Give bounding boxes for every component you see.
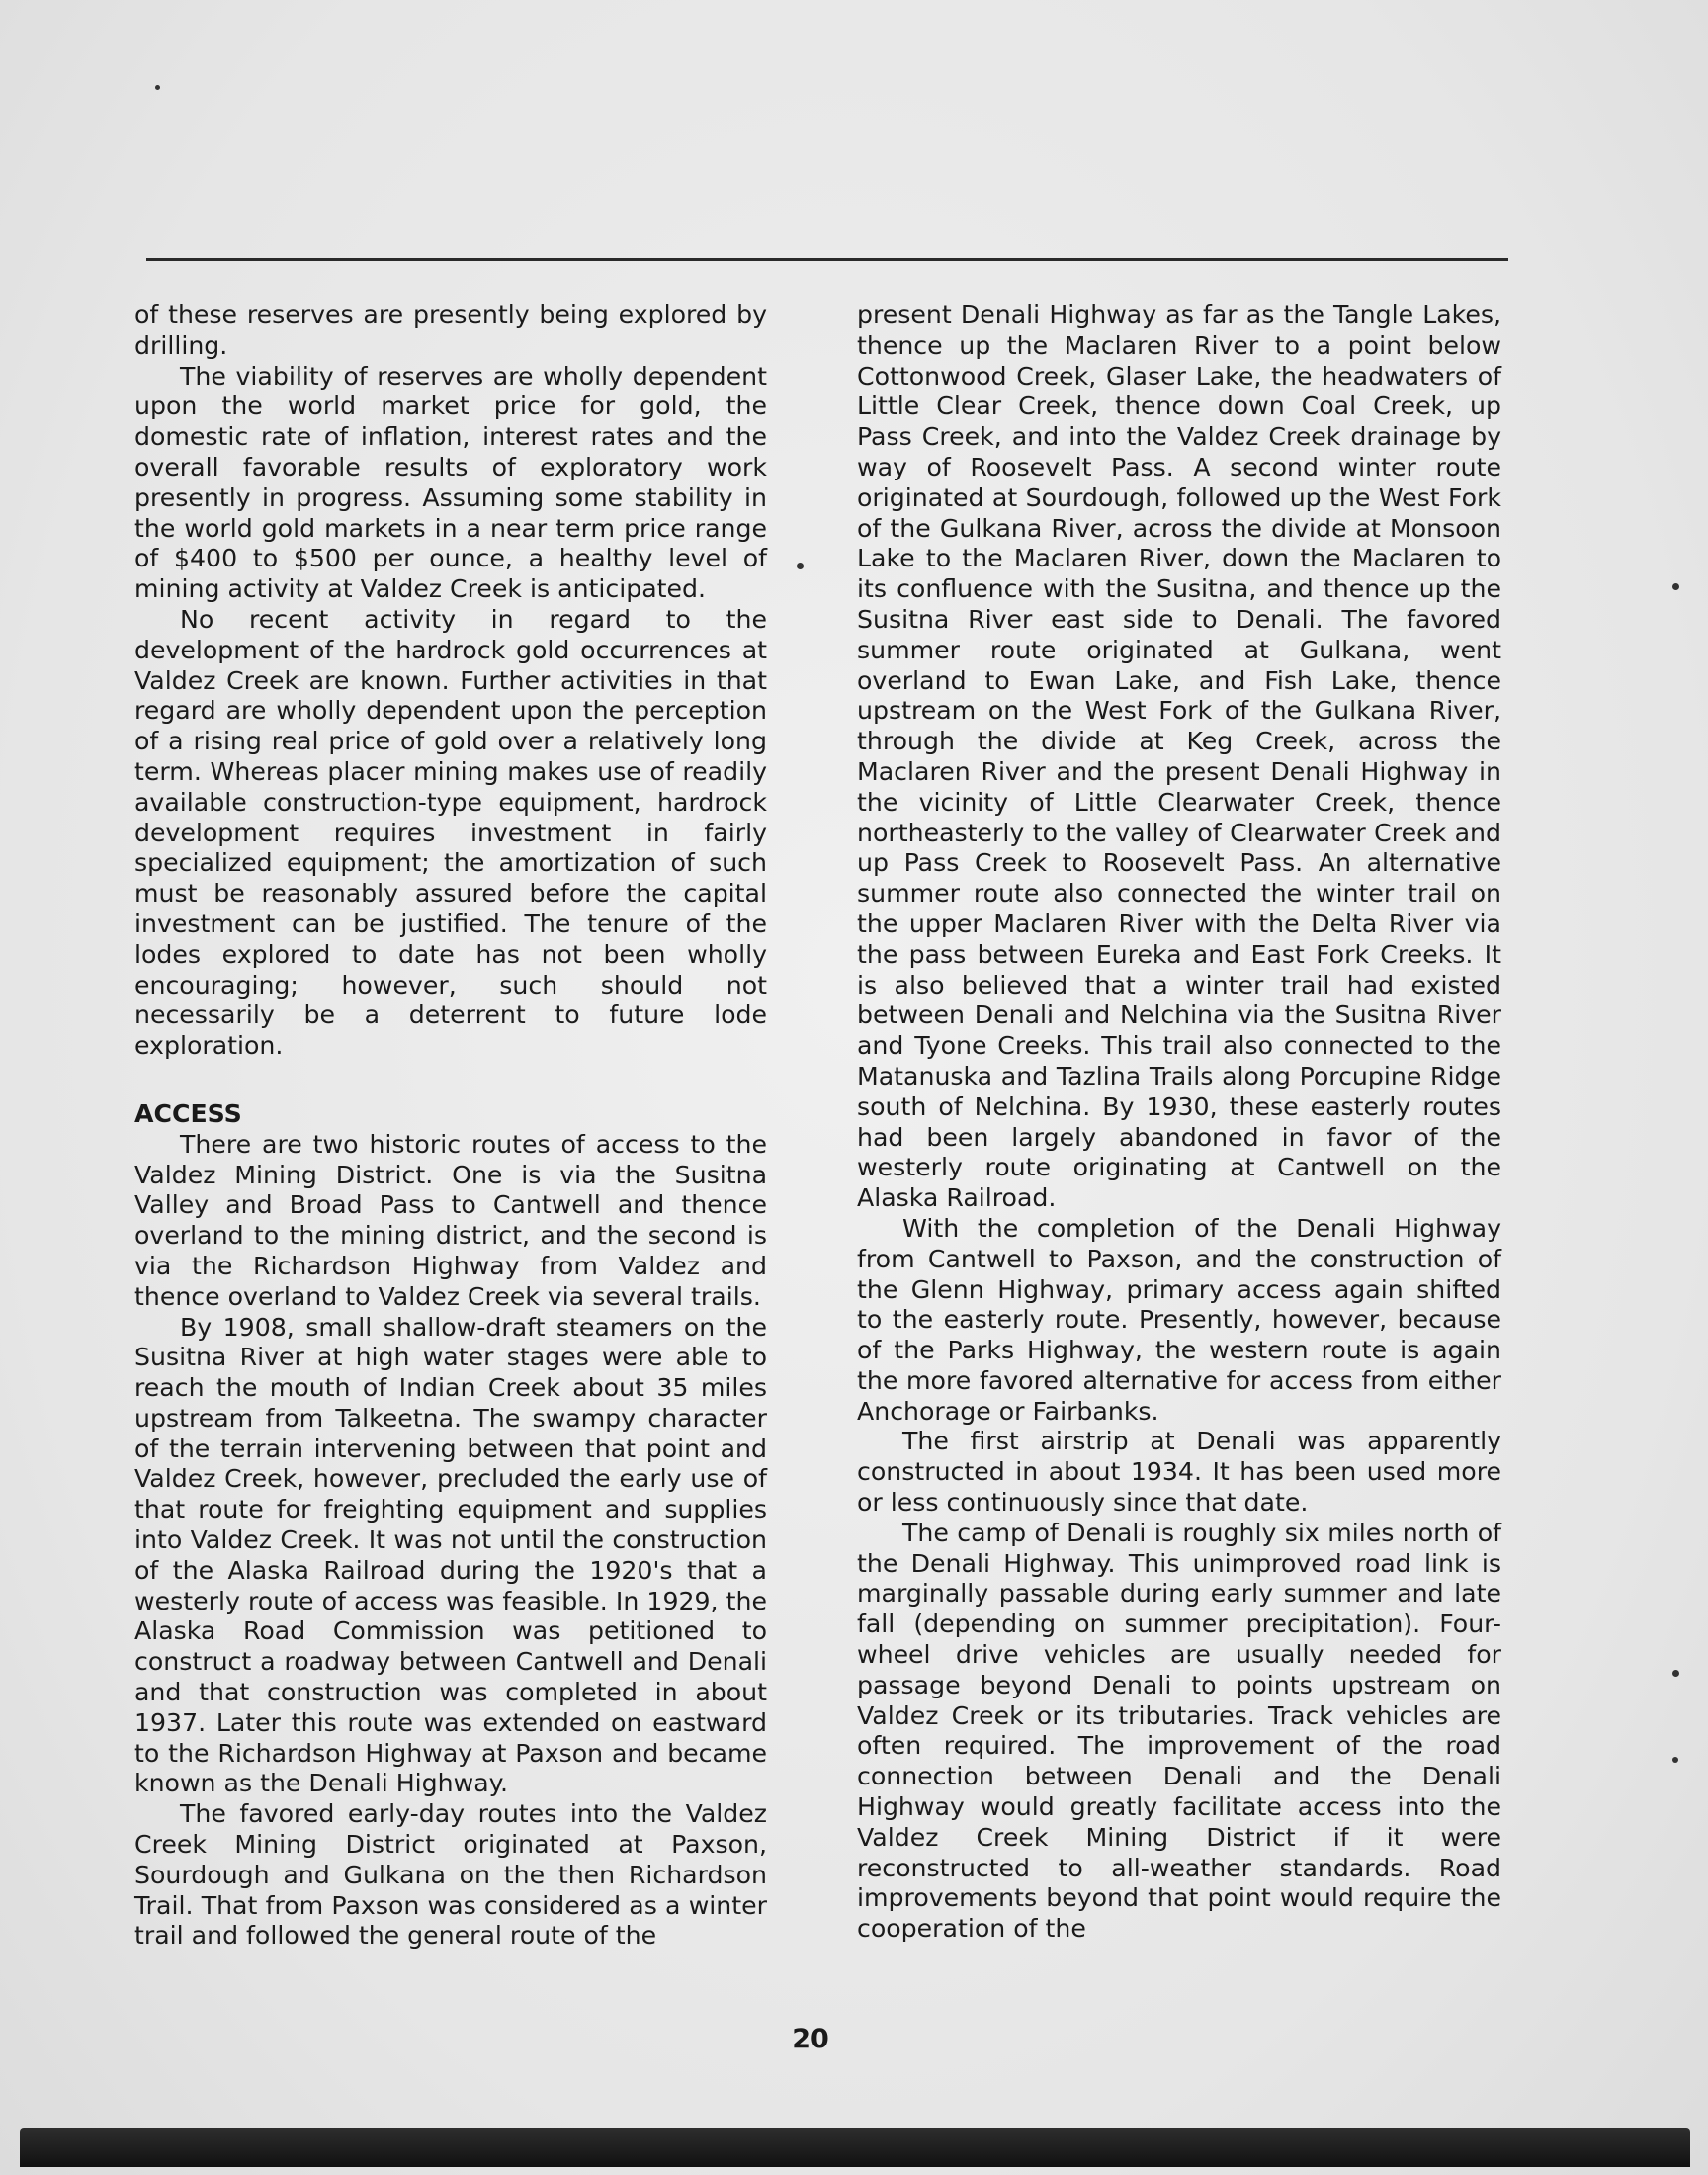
scan-speck <box>155 85 160 90</box>
paragraph: The camp of Denali is roughly six miles north of the Denali Highway. This unimproved road link is marginally passable during early summer and late fall (depending on summer precipitation). Four-wheel drive vehicles are usually needed for passage beyond Denali to points upstream on Valdez Creek or its tributaries. Track vehicles are often required. The improvement of the road connection between Denali and the Denali Highway would greatly facilitate access into the Valdez Creek Mining District if it were reconstructed to all-weather standards. Road improvements beyond that point would require the cooperation of the <box>857 1518 1501 1944</box>
page-number: 20 <box>792 2024 829 2054</box>
paragraph: With the completion of the Denali Highway from Cantwell to Paxson, and the construction of the Glenn Highway, primary access again shifted to the easterly route. Presently, however, because of the Parks Highway, the western route is again the more favored alternative for access from either Anchorage or Fairbanks. <box>857 1213 1501 1426</box>
scan-bottom-edge <box>20 2128 1690 2167</box>
header-rule <box>146 258 1508 261</box>
paragraph: No recent activity in regard to the development of the hardrock gold occurrences at Valdez Creek are known. Further activities in that regard are wholly dependent upon the perception of a rising real price of gold over a relatively long term. Whereas placer mining makes use of readily available construction-type equipment, hardrock development requires investment in fairly specialized equipment; the amortization of such must be reasonably assured before the capital investment can be justified. The tenure of the lodes explored to date has not been wholly encouraging; however, such should not necessarily be a deterrent to future lode exploration. <box>134 604 767 1061</box>
paragraph: The favored early-day routes into the Valdez Creek Mining District originated at Paxson, Sourdough and Gulkana on the then Richardson Trail. That from Paxson was considered as a winter trail and followed the general route of the <box>134 1799 767 1951</box>
paragraph: The first airstrip at Denali was apparently constructed in about 1934. It has been used more or less continuously since that date. <box>857 1427 1501 1518</box>
scan-speck <box>1672 1757 1678 1763</box>
paragraph: By 1908, small shallow-draft steamers on the Susitna River at high water stages were able to reach the mouth of Indian Creek about 35 miles upstream from Talkeetna. The swampy character of the terrain intervening between that point and Valdez Creek, however, precluded the early use of that route for freighting equipment and supplies into Valdez Creek. It was not until the construction of the Alaska Railroad during the 1920's that a westerly route of access was feasible. In 1929, the Alaska Road Commission was petitioned to construct a roadway between Cantwell and Denali and that construction was completed in about 1937. Later this route was extended on eastward to the Richardson Highway at Paxson and became known as the Denali Highway. <box>134 1312 767 1798</box>
section-heading-access: ACCESS <box>134 1098 242 1128</box>
scan-speck <box>1672 1670 1679 1677</box>
scan-speck <box>1672 583 1679 590</box>
paragraph: The viability of reserves are wholly dependent upon the world market price for gold, the domestic rate of inflation, interest rates and the overall favorable results of exploratory work presently in progress. Assuming some stability in the world gold markets in a near term price range of $400 to $500 per ounce, a healthy level of mining activity at Valdez Creek is anticipated. <box>134 361 767 604</box>
left-column <box>134 301 767 1952</box>
paragraph: of these reserves are presently being explored by drilling. <box>134 301 767 360</box>
paragraph: present Denali Highway as far as the Tangle Lakes, thence up the Maclaren River to a point below Cottonwood Creek, Glaser Lake, the headwaters of Little Clear Creek, thence down Coal Creek, up Pass Creek, and into the Valdez Creek drainage by way of Roosevelt Pass. A second winter route originated at Sourdough, followed up the West Fork of the Gulkana River, across the divide at Monsoon Lake to the Maclaren River, down the Maclaren to its confluence with the Susitna, and thence up the Susitna River east side to Denali. The favored summer route originated at Gulkana, went overland to Ewan Lake, and Fish Lake, thence upstream on the West Fork of the Gulkana River, through the divide at Keg Creek, across the Maclaren River and the present Denali Highway in the vicinity of Little Clearwater Creek, thence northeasterly to the valley of Clearwater Creek and up Pass Creek to Roosevelt Pass. An alternative summer route also connected the winter trail on the upper Maclaren River with the Delta River via the pass between Eureka and East Fork Creeks. It is also believed that a winter trail had existed between Denali and Nelchina via the Susitna River and Tyone Creeks. This trail also connected to the Matanuska and Tazlina Trails along Porcupine Ridge south of Nelchina. By 1930, these easterly routes had been largely abandoned in favor of the westerly route originating at Cantwell on the Alaska Railroad. <box>857 301 1501 1213</box>
scan-speck <box>797 563 804 569</box>
paragraph: There are two historic routes of access to the Valdez Mining District. One is via the Susitna Valley and Broad Pass to Cantwell and thence overland to the mining district, and the second is via the Richardson Highway from Valdez and thence overland to Valdez Creek via several trails. <box>134 1129 767 1311</box>
right-column <box>857 301 1501 1945</box>
